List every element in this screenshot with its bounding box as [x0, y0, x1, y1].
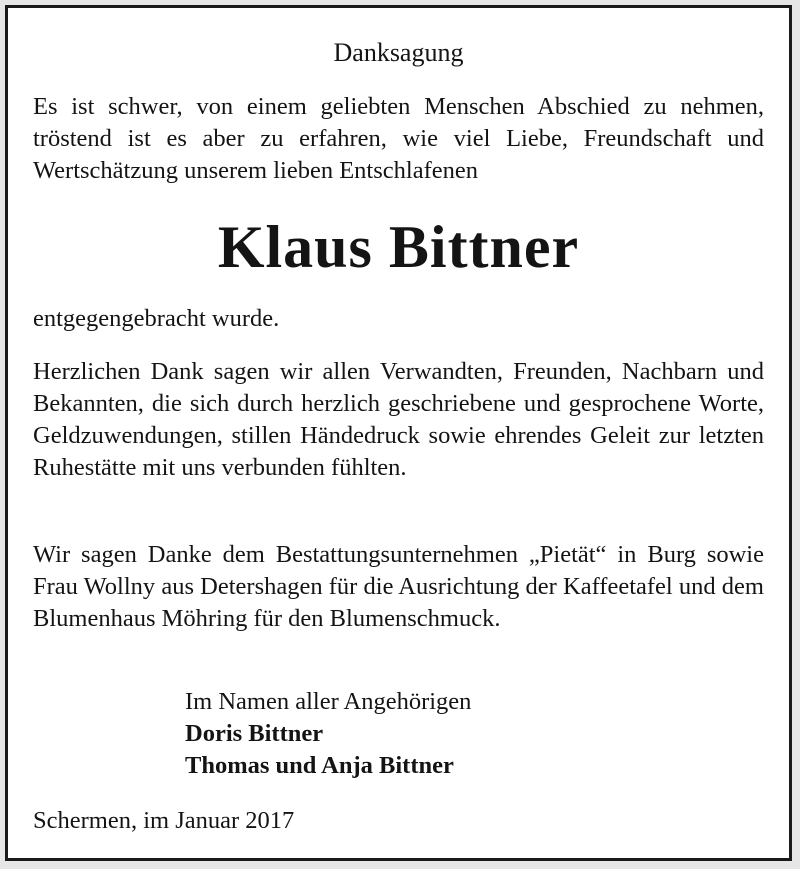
deceased-name: Klaus Bittner: [217, 214, 580, 280]
signature-name-1: Doris Bittner: [185, 720, 324, 747]
notice-heading: Danksagung: [333, 38, 464, 67]
signature-line: Im Namen aller Angehörigen: [185, 688, 472, 715]
intro-end: entgegengebracht wurde.: [33, 305, 280, 332]
intro-paragraph: Es ist schwer, von einem geliebten Menschen Abschied zu nehmen, tröstend ist es aber zu erfahren, wie viel Liebe, Freundschaft und Wertschätzung unserem lieben Entschlafenen: [33, 93, 764, 184]
signature-name-2: Thomas und Anja Bittner: [185, 752, 454, 779]
place-date: Schermen, im Januar 2017: [33, 807, 295, 834]
obituary-notice: [5, 5, 792, 861]
thanks-paragraph: Herzlichen Dank sagen wir allen Verwandten, Freunden, Nachbarn und Bekannten, die sich durch herzlich geschriebene und gesprochene Worte, Geldzuwendungen, stillen Händedruck sowie ehrendes Geleit zur letzten Ruhestätte mit uns verbunden fühlten.: [33, 358, 764, 481]
signature-block: [185, 686, 471, 782]
services-paragraph: Wir sagen Danke dem Bestattungsunternehmen „Pietät“ in Burg sowie Frau Wollny aus Detershagen für die Ausrichtung der Kaffeetafel und dem Blumenhaus Möhring für den Blumenschmuck.: [33, 541, 764, 632]
